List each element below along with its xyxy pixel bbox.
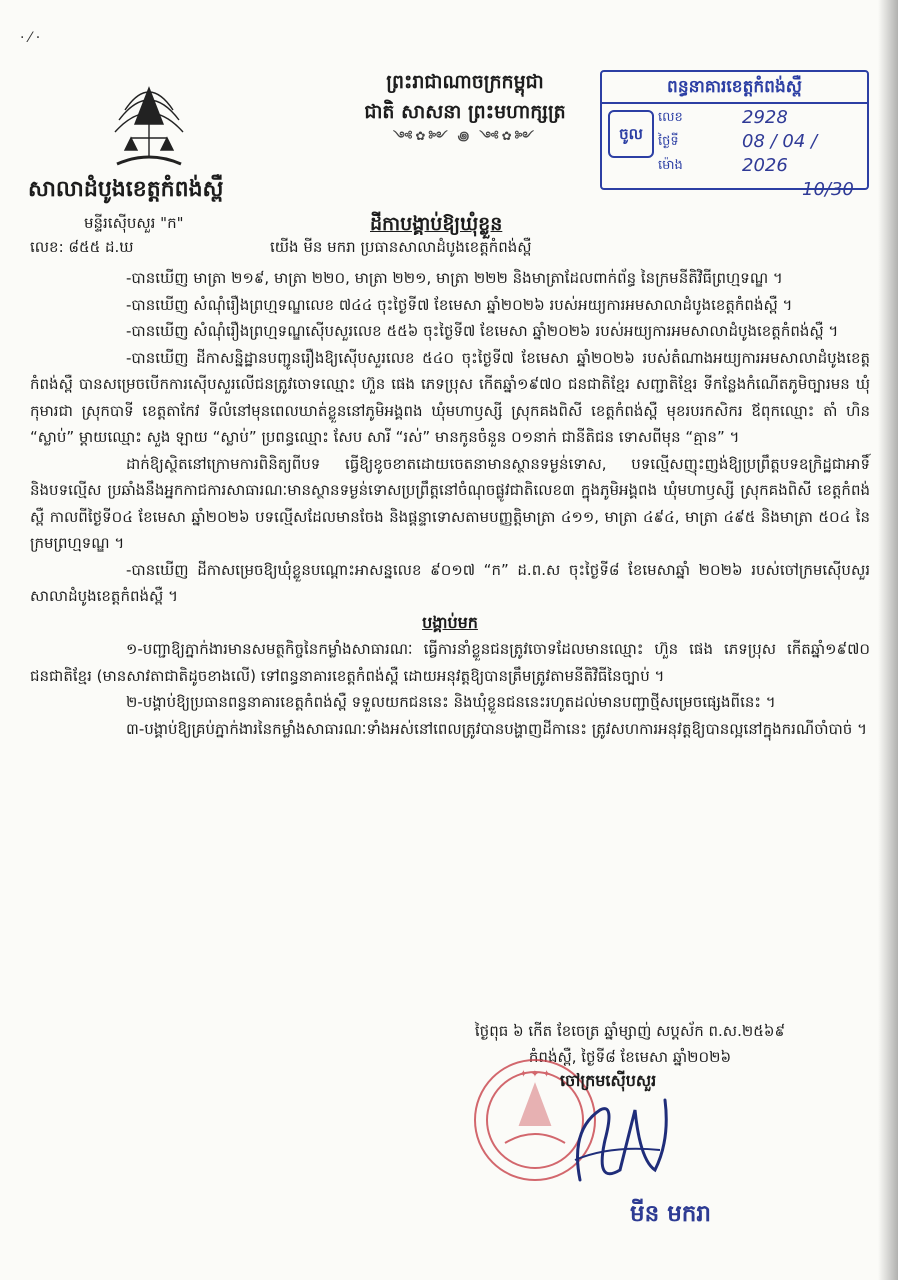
document-number: លេខ: ៨៥៥ ដ.ឃ	[30, 238, 134, 256]
scan-specks: · ⁄ ·	[20, 30, 41, 46]
intro-line: យើង មីន មករា ប្រធានសាលាដំបូងខេត្តកំពង់ស្ពឺ	[270, 238, 532, 256]
department-name: មន្ទីរស៊ើបសួរ "ក"	[84, 214, 184, 232]
court-name: សាលាដំបូងខេត្តកំពង់ស្ពឺ	[28, 177, 224, 202]
lunar-date: ថ្ងៃពុធ ៦ កើត ខែចេត្រ ឆ្នាំម្សាញ់ សប្តស័ក ព.ស.២៥៦៩	[474, 1022, 786, 1040]
order-item: ២-បង្គាប់ឱ្យប្រធានពន្ធនាគារខេត្តកំពង់ស្ពឺ ទទួលយកជននេះ និងឃុំខ្លួនជននេះរហូតដល់មានបញ្ជាថ្មីសម្រេចផ្សេងពីនេះ ។	[126, 693, 776, 711]
national-motto: ជាតិ សាសនា ព្រះមហាក្សត្រ	[364, 101, 566, 123]
paragraph: -បានឃើញ ដីកាសម្រេចឱ្យឃុំខ្លួនបណ្តោះអាសន្នលេខ ៩០១៧ “ក” ដ.ព.ស ចុះថ្ងៃទី៨ ខែមេសាឆ្នាំ ២០២៦ របស់ចៅក្រមស៊ើបសួរសាលាដំបូងខេត្តកំពង់ស្ពឺ ។	[30, 560, 870, 605]
orders-heading: បង្គាប់មក	[422, 612, 478, 632]
kingdom-heading	[355, 67, 575, 145]
signatory-name: មីន មករា	[630, 1201, 712, 1227]
stamp-title: ពន្ធនាគារខេត្តកំពង់ស្ពឺ	[602, 72, 867, 104]
handwritten-signature-icon	[560, 1090, 680, 1195]
document-body	[30, 265, 870, 742]
stamp-number-value: 2928	[742, 107, 788, 128]
stamp-date-value: 08 / 04 / 2026	[742, 131, 818, 176]
scan-edge-shadow	[878, 0, 898, 1280]
kingdom-title: ព្រះរាជាណាចក្រកម្ពុជា	[386, 71, 544, 93]
court-emblem-icon	[105, 80, 193, 172]
order-item: ១-បញ្ជាឱ្យភ្នាក់ងារមានសមត្ថកិច្ចនៃកម្លាំងសាធារណៈ ធ្វើការនាំខ្លួនជនត្រូវចោទដែលមានឈ្មោះ ហ៊ួន ផេង ភេទប្រុស កើតឆ្នាំ១៩៧០ ជនជាតិខ្មែរ (មានសាវតាជាតិដូចខាងលើ) ទៅពន្ធនាគារខេត្តកំពង់ស្ពឺ ដោយអនុវត្តឱ្យបានត្រឹមត្រូវតាមនីតិវិធីនៃច្បាប់ ។	[30, 640, 870, 685]
prison-reception-stamp	[600, 70, 869, 200]
order-item: ៣-បង្គាប់ឱ្យគ្រប់ភ្នាក់ងារនៃកម្លាំងសាធារណៈទាំងអស់នៅពេលត្រូវបានបង្ហាញដីកានេះ ត្រូវសហការអនុវត្តឱ្យបានល្អនៅក្នុងករណីចាំបាច់ ។	[126, 719, 867, 738]
stamp-handwritten-values	[742, 106, 867, 202]
stamp-label-number: លេខ	[658, 110, 683, 125]
paragraph: -បានឃើញ ដីកាសន្និដ្ឋានបញ្ជូនរឿងឱ្យស៊ើបសួរលេខ ៥៤០ ចុះថ្ងៃទី៧ ខែមេសា ឆ្នាំ២០២៦ របស់តំណាងអយ្យការអមសាលាដំបូងខេត្តកំពង់ស្ពឺ បានសម្រេចបើកការស៊ើបសួរលើជនត្រូវចោទឈ្មោះ ហ៊ួន ផេង ភេទប្រុស កើតឆ្នាំ១៩៧០ ជនជាតិខ្មែរ សញ្ជាតិខ្មែរ ទីកន្លែងកំណើតភូមិច្បារមន ឃុំកុមារជា ស្រុកបាទី ខេត្តតាកែវ ទីលំនៅមុនពេលឃាត់ខ្លួននៅភូមិអង្គពង ឃុំមហាឫស្សី ស្រុកគងពិសី ខេត្តកំពង់ស្ពឺ មុខរបរកសិករ ឪពុកឈ្មោះ តាំ ហិន “ស្លាប់” ម្តាយឈ្មោះ សួង ឡាយ “ស្លាប់” ប្រពន្ធឈ្មោះ សែប សារី “រស់” មានកូនចំនួន ០១នាក់ ជានីតិជន ទោសពីមុន “គ្មាន” ។	[30, 348, 870, 446]
stamp-labels	[658, 106, 683, 178]
paragraph: -បានឃើញ សំណុំរឿងព្រហ្មទណ្ឌស៊ើបសួរលេខ ៥៥៦ ចុះថ្ងៃទី៧ ខែមេសា ឆ្នាំ២០២៦ របស់អយ្យការអមសាលាដំបូងខេត្តកំពង់ស្ពឺ ។	[126, 322, 839, 340]
stamp-label-time: ម៉ោង	[658, 158, 683, 173]
ornament-divider: ༺✿༻ ꩜ ༺✿༻	[393, 129, 537, 143]
solar-date: កំពង់ស្ពឺ, ថ្ងៃទី៨ ខែមេសា ឆ្នាំ២០២៦	[528, 1048, 732, 1066]
document-title: ដីកាបង្គាប់ឱ្យឃុំខ្លួន	[370, 213, 503, 235]
svg-text:✦ ✦ ✦: ✦ ✦ ✦	[519, 1069, 551, 1080]
paragraph: ដាក់ឱ្យស្ថិតនៅក្រោមការពិនិត្យពីបទ ធ្វើឱ្យខូចខាតដោយចេតនាមានស្ថានទម្ងន់ទោស, បទល្មើសញុះញង់ឱ្យប្រព្រឹត្តបទឧក្រិដ្ឋជាអាទិ៍ និងបទល្មើស ប្រឆាំងនឹងអ្នកកាជការសាធារណៈមានស្ថានទម្ងន់ទោសប្រព្រឹត្តនៅចំណុចផ្លូវជាតិលេខ៣ ក្នុងភូមិអង្គពង ឃុំមហាឫស្សី ស្រុកគងពិសី ខេត្តកំពង់ស្ពឺ កាលពីថ្ងៃទី០៤ ខែមេសា ឆ្នាំ២០២៦ បទល្មើសដែលមានចែង និងផ្តន្ទាទោសតាមបញ្ញត្តិមាត្រា ៤១១, មាត្រា ៤៩៤, មាត្រា ៤៩៥ និងមាត្រា ៥០៤ នៃក្រមព្រហ្មទណ្ឌ ។	[30, 454, 870, 552]
stamp-time-value: 10/30	[802, 179, 854, 200]
signatory-role: ចៅក្រមស៊ើបសួរ	[560, 1071, 657, 1090]
paragraph: -បានឃើញ មាត្រា ២១៩, មាត្រា ២២០, មាត្រា ២២១, មាត្រា ២២២ និងមាត្រាដែលពាក់ព័ន្ធ នៃក្រមនីតិវិធីព្រហ្មទណ្ឌ ។	[126, 269, 783, 287]
stamp-label-date: ថ្ងៃទី	[658, 134, 679, 149]
paragraph: -បានឃើញ សំណុំរឿងព្រហ្មទណ្ឌលេខ ៧៤៤ ចុះថ្ងៃទី៧ ខែមេសា ឆ្នាំ២០២៦ របស់អយ្យការអមសាលាដំបូងខេត្តកំពង់ស្ពឺ ។	[126, 295, 793, 314]
stamp-received-badge: ចូល	[608, 110, 654, 158]
